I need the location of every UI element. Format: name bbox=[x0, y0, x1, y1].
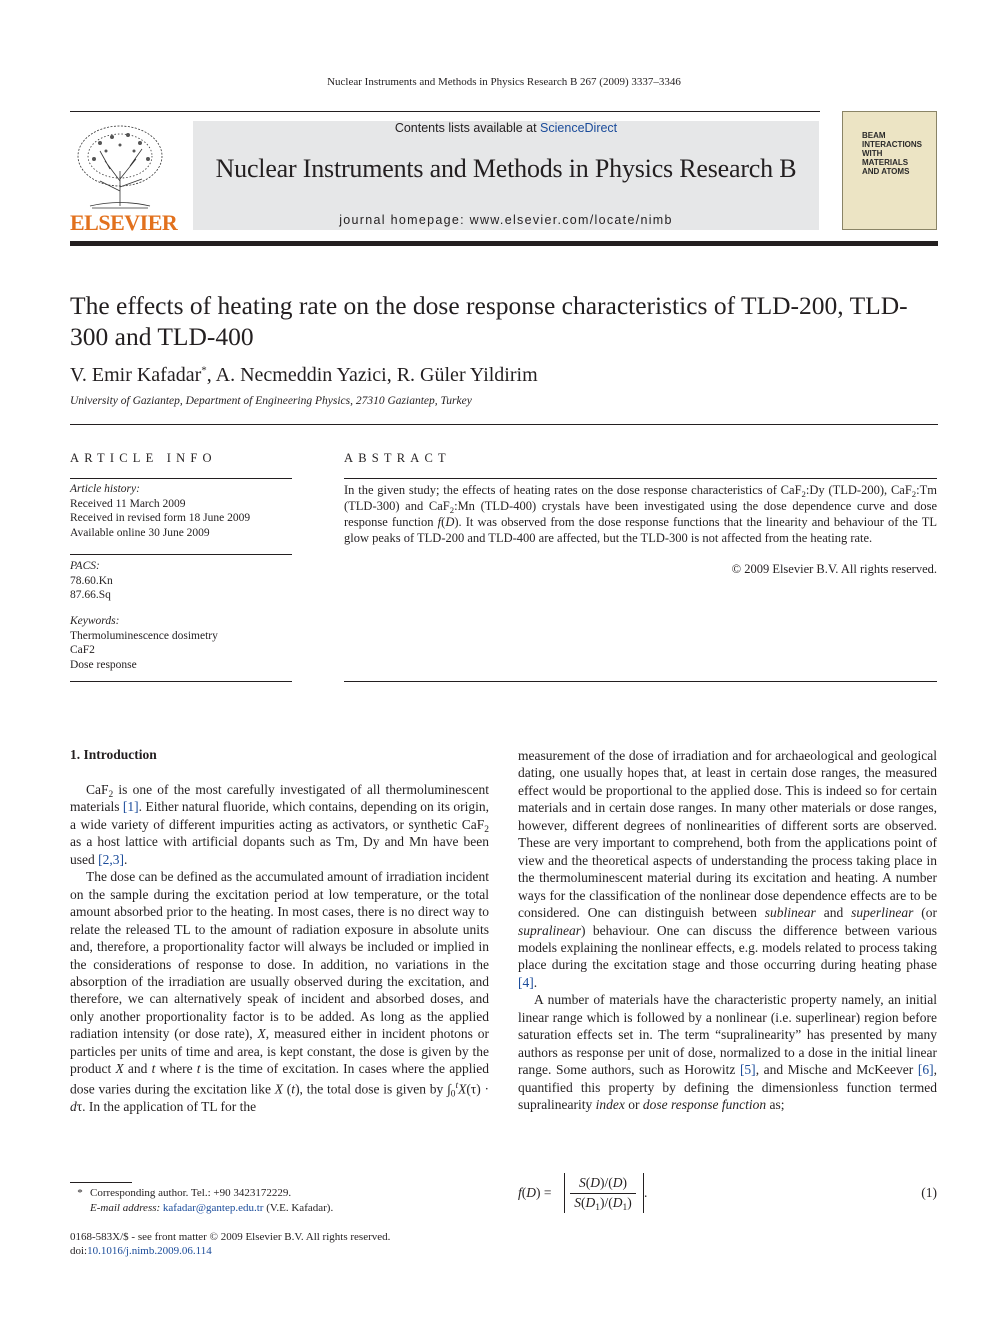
online-date: Available online 30 June 2009 bbox=[70, 526, 210, 539]
pacs-code: 78.60.Kn bbox=[70, 574, 113, 587]
issn-line: 0168-583X/$ - see front matter © 2009 Elsevier B.V. All rights reserved. bbox=[70, 1231, 391, 1243]
citation-link[interactable]: [1] bbox=[122, 799, 139, 815]
pacs-code: 87.66.Sq bbox=[70, 589, 111, 601]
received-date: Received 11 March 2009 bbox=[70, 497, 186, 510]
doi-link[interactable]: 10.1016/j.nimb.2009.06.114 bbox=[87, 1245, 212, 1257]
author-names: , A. Necmeddin Yazici, R. Güler Yildirim bbox=[206, 364, 538, 386]
keyword: CaF2 bbox=[70, 644, 95, 656]
equation-period: . bbox=[644, 1185, 648, 1200]
cover-title-line: WITH bbox=[862, 149, 883, 158]
bottom-matter bbox=[70, 1230, 390, 1258]
banner-rule bbox=[70, 241, 938, 246]
revised-date: Received in revised form 18 June 2009 bbox=[70, 512, 251, 524]
title-rule bbox=[70, 424, 938, 425]
keywords-block bbox=[70, 614, 292, 672]
contents-line bbox=[193, 121, 819, 135]
email-link[interactable]: kafadar@gantep.edu.tr bbox=[162, 1201, 264, 1214]
article-title: The effects of heating rate on the dose response characteristics of TLD-200, TLD-300 and TLD-400 bbox=[70, 291, 908, 351]
abstract-text: In the given study; the effects of heating rates on the dose response characteristics of CaF$_2$:Dy (TLD-200), CaF$_2$:Tm (TLD-300) and CaF$_2$:Mn (TLD-400) crystals have been investigated using the dose dependence curve and dose response function f(D). It was observed from the dose response functions that the linearity and behaviour of the TL glow peaks of TLD-200 and TLD-400 are affected, but the TLD-300 is not affected from the heating rate. bbox=[344, 483, 938, 545]
pacs-label: PACS: bbox=[70, 560, 100, 572]
equation-numerator: S(D)/(D) bbox=[579, 1175, 627, 1190]
header-rule bbox=[70, 111, 820, 112]
abstract-rule bbox=[344, 478, 937, 479]
citation-link[interactable]: [6] bbox=[917, 1062, 934, 1078]
equation-lhs: f(D) = bbox=[518, 1185, 552, 1200]
affiliation: University of Gaziantep, Department of Engineering Physics, 27310 Gaziantep, Turkey bbox=[70, 395, 472, 407]
cover-title bbox=[862, 131, 936, 176]
cover-title-line: MATERIALS bbox=[862, 158, 909, 167]
paragraph: A number of materials have the characteristic property namely, an initial linear range which is followed by a nonlinear (i.e. superlinear) region before saturation effects set in. The term “supralinearity” has presented by many authors as response per unit of dose, normalized to a dose in the initial linear range. Some authors, such as Horowitz [5], and Mische and McKeever [6], quantified this property by defining the dimensionless function termed supralinearity index or dose response function as; bbox=[518, 992, 937, 1113]
pacs-block bbox=[70, 559, 292, 603]
paragraph: CaF$_2$ is one of the most carefully investigated of all thermoluminescent materials [1]. Either natural fluoride, which contains, depending on its origin, a wide variety of different impurities acting as activators, or synthetic CaF$_2$ as a host lattice with artificial dopants such as Tm, Dy and Mn have been used [2,3]. bbox=[70, 782, 489, 867]
equation-number: (1) bbox=[921, 1185, 937, 1200]
journal-title: Nuclear Instruments and Methods in Physics Research B bbox=[215, 154, 797, 183]
article-history bbox=[70, 482, 292, 540]
cover-title-line: AND ATOMS bbox=[862, 167, 910, 176]
abstract-heading: ABSTRACT bbox=[344, 451, 451, 465]
info-rule bbox=[70, 478, 292, 479]
keyword: Dose response bbox=[70, 658, 137, 671]
citation-link[interactable]: [5] bbox=[739, 1062, 756, 1078]
article-info-heading: ARTICLE INFO bbox=[70, 451, 217, 465]
running-header: Nuclear Instruments and Methods in Physics Research B 267 (2009) 3337–3346 bbox=[327, 76, 681, 88]
left-column bbox=[70, 781, 489, 1115]
corresponding-author: Corresponding author. Tel.: +90 3423172229. bbox=[90, 1187, 292, 1199]
footnote-rule bbox=[70, 1182, 132, 1183]
fraction-bar bbox=[570, 1193, 636, 1194]
citation-link[interactable]: [4] bbox=[518, 974, 534, 990]
paragraph: The dose can be defined as the accumulated amount of irradiation incident on the sample during the excitation period at low temperature, or the total amount absorbed prior to the heating. In most cases, there is no direct way to relate the released TL to the amount of radiation exposure in absolute units and, therefore, a proportionality factor will always be included or implied in the considerations of response to dose. In addition, no variations in the absorption of the irradiation are usually observed during the excitation, and therefore, we can alternatively speak of incident and absorbed doses, and only another proportionality factor is to be added. As long as the applied radiation intensity (or dose rate), X, measured either in incident photons or particles per units of time and area, is kept constant, the dose is given by the product X and t where t is the time of excitation. In cases where the applied dose varies during the excitation like X (t), the total dose is given by $\int_0^tX(\tau) \cdot d\tau$. In the application of TL for the bbox=[70, 869, 489, 1114]
journal-homepage[interactable]: journal homepage: www.elsevier.com/locate/nimb bbox=[339, 213, 673, 227]
author-list bbox=[70, 364, 538, 387]
paragraph: measurement of the dose of irradiation and for archaeological and geological dating, one usually hopes that, at least in certain dose ranges, the measured effect would be proportional to the applied dose. This is indeed so for certain materials and in certain dose ranges. In many other materials or dose ranges, however, different degrees of nonlinearities of different sorts are observed. These are very important to comprehend, both from the applications point of view and the theoretical aspects of understanding the process taking place in the thermoluminescent material during its excitation and heating. A number ways for the classification of the nonlinear dose dependence effects are to be considered. One can distinguish between sublinear and superlinear (or supralinear) behaviour. One can discuss the difference between various models explaining the nonlinear effects, e.g. models related to process taking place during the excitation stage and those occurring during heating phase [4]. bbox=[518, 748, 937, 990]
footnote bbox=[70, 1186, 333, 1215]
footnote-mark: * bbox=[77, 1187, 83, 1199]
author-name: V. Emir Kafadar bbox=[70, 364, 202, 386]
elsevier-wordmark: ELSEVIER bbox=[70, 210, 178, 235]
abstract-rule bbox=[344, 681, 937, 682]
right-column bbox=[518, 747, 937, 1114]
sciencedirect-link[interactable]: ScienceDirect bbox=[540, 121, 618, 135]
intro-heading: 1. Introduction bbox=[70, 747, 157, 762]
equation-1 bbox=[518, 1173, 937, 1217]
history-label: Article history: bbox=[70, 483, 140, 495]
copyright-line: © 2009 Elsevier B.V. All rights reserved. bbox=[731, 562, 937, 576]
cover-title-line: INTERACTIONS bbox=[862, 140, 922, 149]
email-suffix: (V.E. Kafadar). bbox=[263, 1201, 334, 1214]
keyword: Thermoluminescence dosimetry bbox=[70, 629, 218, 642]
email-label: E-mail address: bbox=[90, 1201, 163, 1214]
keywords-label: Keywords: bbox=[70, 615, 120, 627]
cover-title-line: BEAM bbox=[862, 131, 886, 140]
equation-denominator: $S(D_1)/(D_1)$ bbox=[574, 1195, 632, 1213]
contents-prefix: Contents lists available at bbox=[394, 121, 541, 135]
citation-link[interactable]: [2,3] bbox=[98, 851, 124, 867]
corresponding-mark[interactable]: * bbox=[201, 364, 207, 377]
info-rule bbox=[70, 554, 292, 555]
info-rule bbox=[70, 681, 292, 682]
doi-label: doi: bbox=[70, 1245, 88, 1257]
